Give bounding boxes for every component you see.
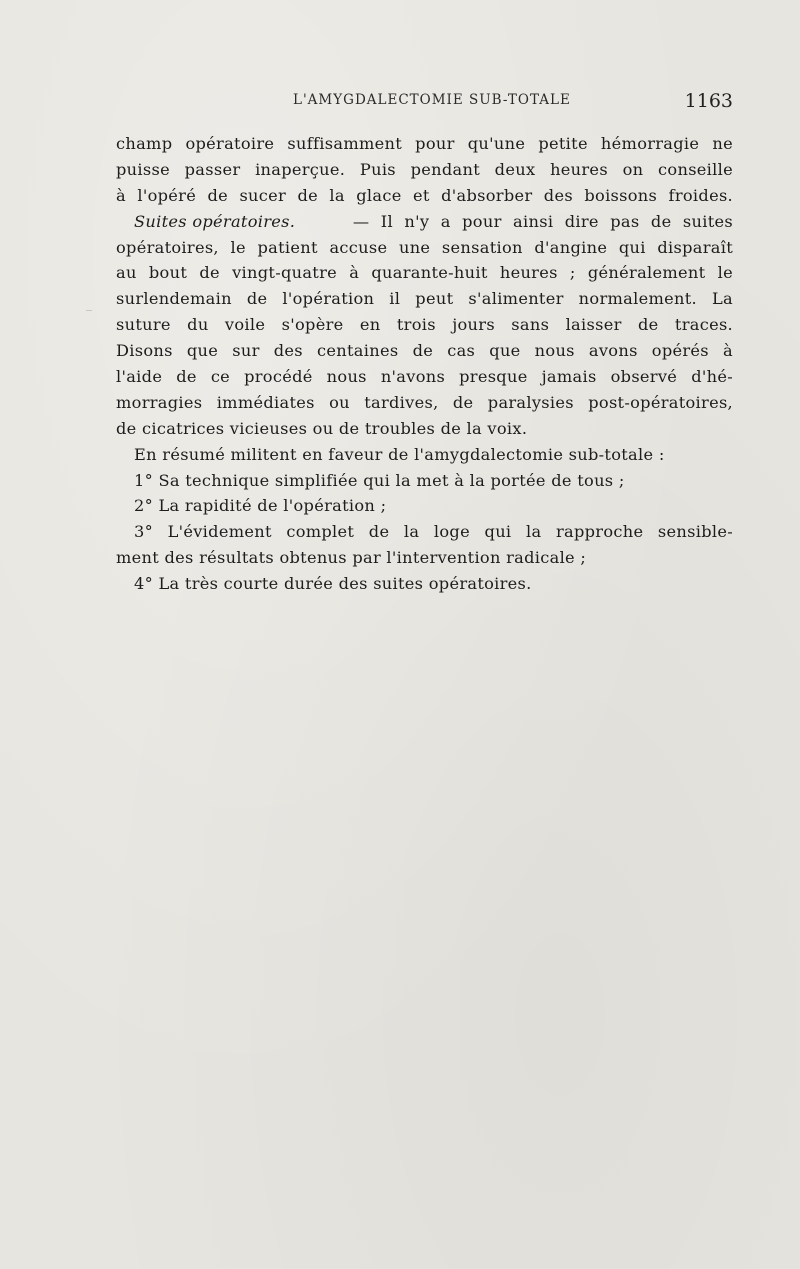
text-line: puisse passer inaperçue. Puis pendant deux heures on conseille	[116, 159, 733, 179]
list-item: 2° La rapidité de l'opération ;	[134, 496, 387, 516]
margin-mark	[86, 310, 92, 311]
text-line: l'aide de ce procédé nous n'avons presque jamais observé d'hé-	[116, 367, 733, 387]
text-line: de cicatrices vicieuses ou de troubles de la voix.	[116, 418, 528, 438]
body-text	[116, 131, 733, 597]
text-line: Disons que sur des centaines de cas que nous avons opérés à	[116, 341, 733, 361]
page-number: 1163	[684, 90, 733, 112]
page-header	[116, 90, 733, 114]
text-line: suture du voile s'opère en trois jours sans laisser de traces.	[116, 315, 733, 335]
list-item: 1° Sa technique simplifiée qui la met à la portée de tous ;	[134, 470, 625, 490]
text-line: champ opératoire suffisamment pour qu'une petite hémorragie ne	[116, 134, 733, 153]
list-item: 4° La très courte durée des suites opératoires.	[134, 574, 532, 594]
text-line: En résumé militent en faveur de l'amygdalectomie sub-totale :	[134, 444, 665, 464]
text-line	[116, 209, 733, 235]
text-line: au bout de vingt-quatre à quarante-huit heures ; généralement le	[116, 263, 733, 283]
text-line: surlendemain de l'opération il peut s'alimenter normalement. La	[116, 289, 733, 309]
text-line: à l'opéré de sucer de la glace et d'absorber des boissons froides.	[116, 185, 733, 205]
list-item: 3° L'évidement complet de la loge qui la rapproche sensible-	[134, 522, 733, 542]
section-heading: Suites opératoires.	[134, 211, 296, 231]
text-line: opératoires, le patient accuse une sensation d'angine qui disparaît	[116, 237, 733, 257]
running-title: L'AMYGDALECTOMIE SUB-TOTALE	[293, 92, 571, 108]
text-fragment: — Il n'y a pour ainsi dire pas de suites	[352, 211, 733, 231]
text-line: ment des résultats obtenus par l'intervention radicale ;	[116, 548, 587, 568]
text-line: morragies immédiates ou tardives, de paralysies post-opératoires,	[116, 392, 733, 412]
